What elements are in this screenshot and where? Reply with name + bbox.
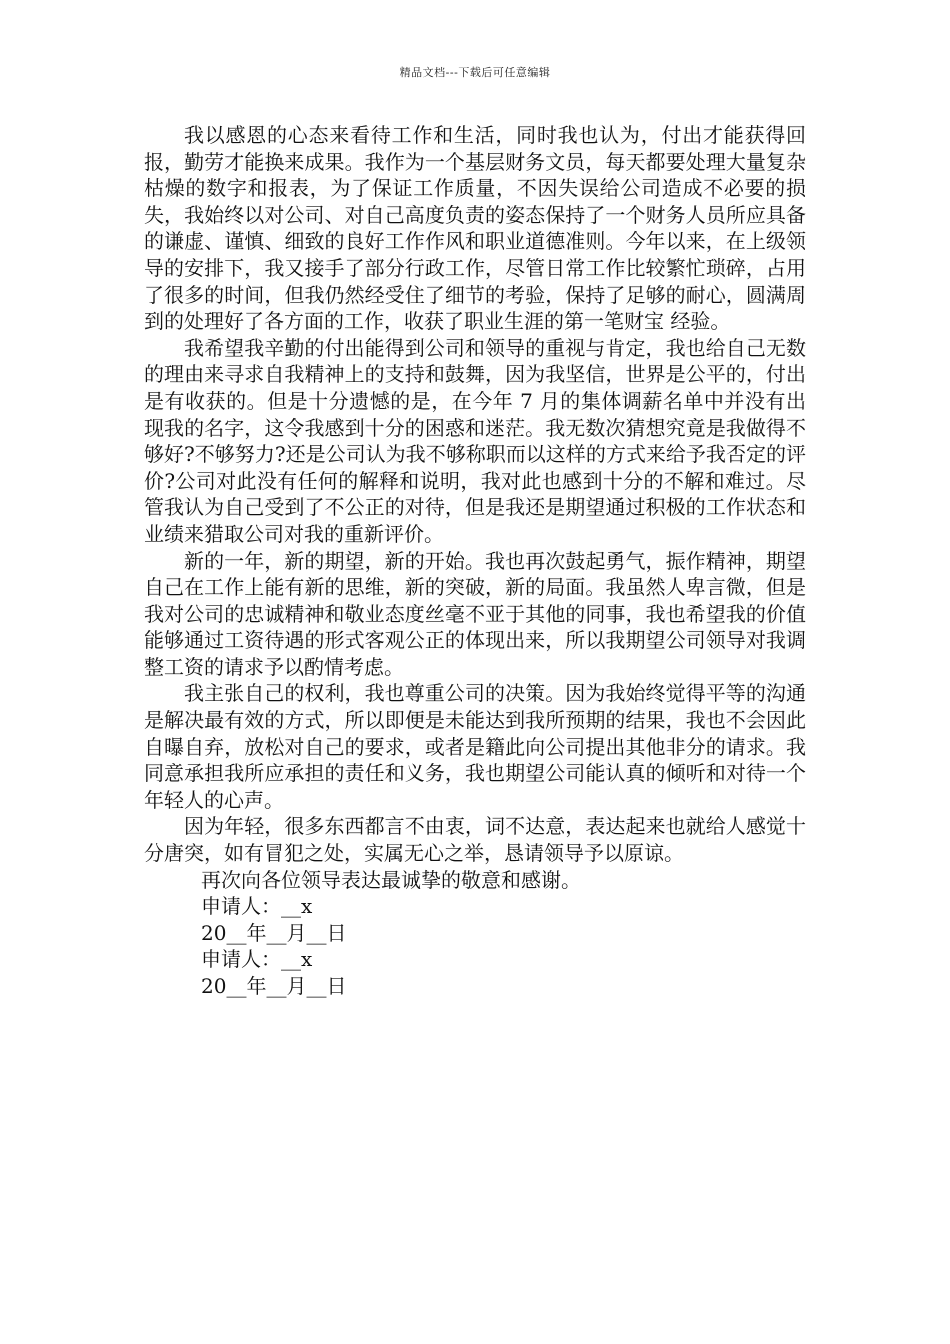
applicant-line: 申请人：__x [201, 894, 313, 919]
document-body [144, 122, 806, 1000]
closing-line: 再次向各位领导表达最诚挚的敬意和感谢。 [201, 867, 581, 892]
body-paragraph: 我希望我辛勤的付出能得到公司和领导的重视与肯定，我也给自己无数的理由来寻求自我精神上的支持和鼓舞，因为我坚信，世界是公平的，付出是有收获的。但是十分遗憾的是，在今年 7 月的集体调薪名单中并没有出现我的名字，这令我感到十分的困惑和迷茫。我无数次猜想究竟是我做得不够好?不够努力?还是公司认为我不够称职而以这样的方式来给予我否定的评价?公司对此没有任何的解释和说明，我对此也感到十分的不解和难过。尽管我认为自己受到了不公正的对待，但是我还是期望通过积极的工作状态和业绩来猎取公司对我的重新评价。 [144, 335, 806, 546]
body-paragraph: 新的一年，新的期望，新的开始。我也再次鼓起勇气，振作精神，期望自己在工作上能有新的思维，新的突破，新的局面。我虽然人卑言微，但是我对公司的忠诚精神和敬业态度丝毫不亚于其他的同事，我也希望我的价值能够通过工资待遇的形式客观公正的体现出来，所以我期望公司领导对我调整工资的请求予以酌情考虑。 [144, 548, 806, 679]
page-header: 精品文档---下载后可任意编辑 [399, 66, 551, 79]
body-paragraph: 因为年轻，很多东西都言不由衷，词不达意，表达起来也就给人感觉十分唐突，如有冒犯之处，实属无心之举，恳请领导予以原谅。 [144, 814, 806, 866]
date-line: 20__年__月__日 [201, 920, 347, 945]
applicant-line: 申请人：__x [201, 947, 313, 972]
date-line: 20__年__月__日 [201, 974, 347, 998]
body-paragraph: 我以感恩的心态来看待工作和生活，同时我也认为，付出才能获得回报，勤劳才能换来成果。我作为一个基层财务文员，每天都要处理大量复杂枯燥的数字和报表，为了保证工作质量，不因失误给公司造成不必要的损失，我始终以对公司、对自己高度负责的姿态保持了一个财务人员所应具备的谦虚、谨慎、细致的良好工作作风和职业道德准则。今年以来，在上级领导的安排下，我又接手了部分行政工作，尽管日常工作比较繁忙琐碎，占用了很多的时间，但我仍然经受住了细节的考验，保持了足够的耐心，圆满周到的处理好了各方面的工作，收获了职业生涯的第一笔财宝 经验。 [144, 123, 806, 334]
body-paragraph: 我主张自己的权利，我也尊重公司的决策。因为我始终觉得平等的沟通是解决最有效的方式，所以即便是未能达到我所预期的结果，我也不会因此自曝自弃，放松对自己的要求，或者是籍此向公司提出其他非分的请求。我同意承担我所应承担的责任和义务，我也期望公司能认真的倾听和对待一个年轻人的心声。 [144, 681, 806, 812]
